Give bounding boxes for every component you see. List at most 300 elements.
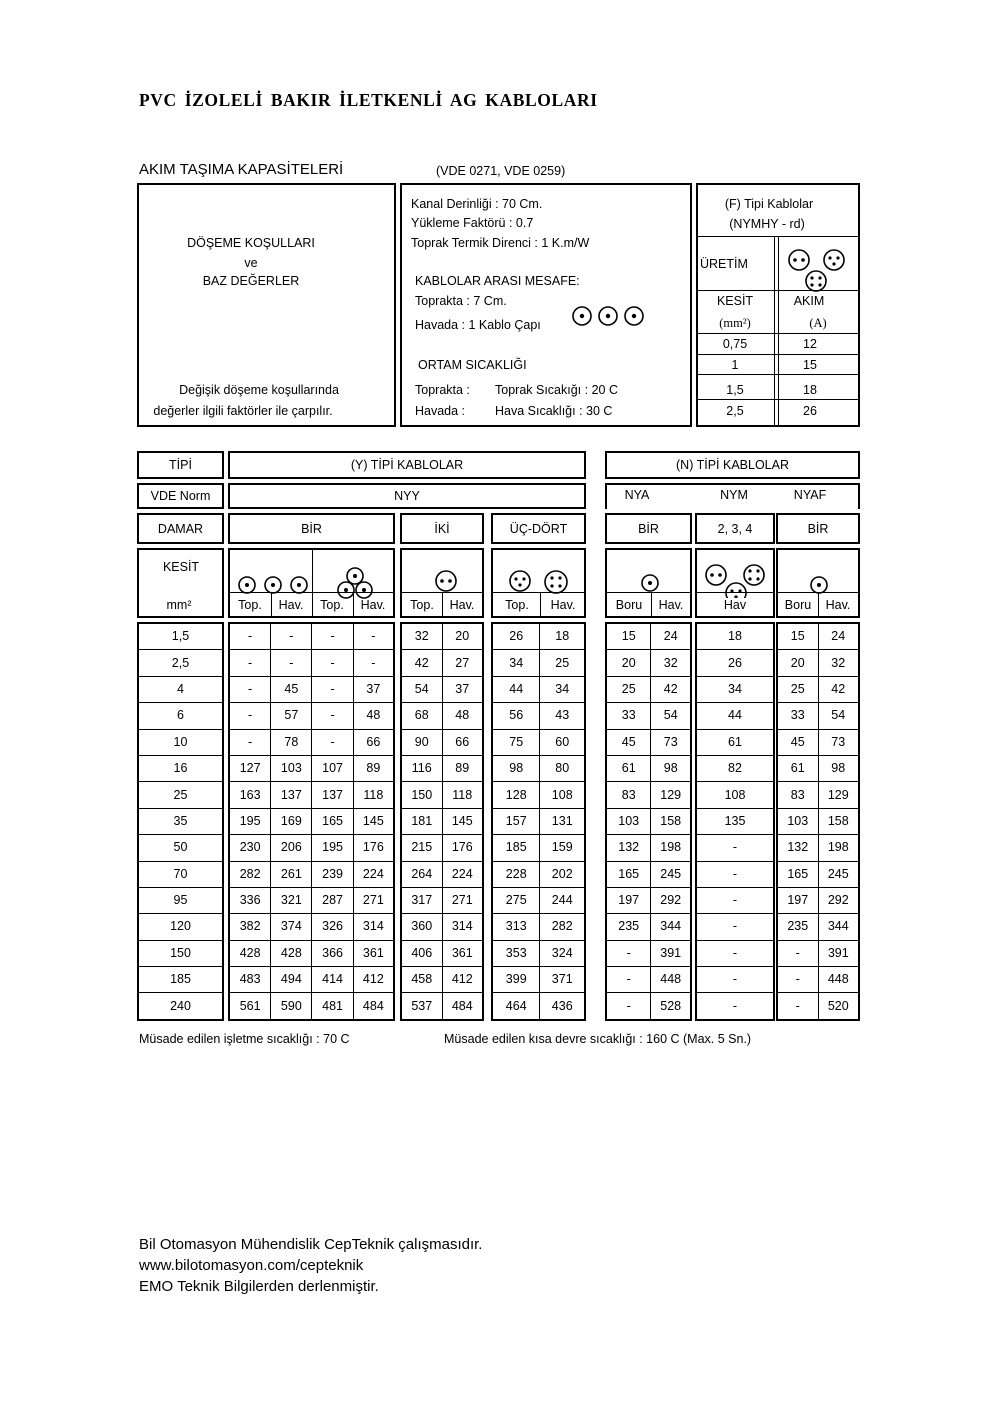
- type-label: TİPİ: [137, 451, 224, 479]
- table-cell: 54: [818, 703, 858, 729]
- short-circuit-note: Müsade edilen kısa devre sıcaklığı : 160 C (Max. 5 Sn.): [444, 1032, 752, 1046]
- table-cell: -: [353, 650, 393, 676]
- footer-credit: Bil Otomasyon Mühendislik CepTeknik çalışmasıdır.: [139, 1236, 483, 1253]
- table-cell: 448: [651, 967, 690, 993]
- table-cell: 224: [353, 861, 393, 887]
- table-cell: 314: [442, 914, 482, 940]
- table-cell: 483: [230, 967, 271, 993]
- table-row: [778, 729, 858, 755]
- table-cell: 103: [778, 808, 818, 834]
- table-row: [697, 703, 773, 729]
- table-cell: -: [230, 676, 271, 702]
- table-row: [139, 993, 222, 1019]
- table-cell: 458: [402, 967, 442, 993]
- table-row: [697, 914, 773, 940]
- table-cell: 32: [818, 650, 858, 676]
- table-cell: 20: [607, 650, 651, 676]
- table-cell: 34: [540, 676, 584, 702]
- table-row: [607, 861, 690, 887]
- table-cell: 34: [697, 676, 773, 702]
- table-cell: 176: [442, 835, 482, 861]
- table-row: [402, 887, 482, 913]
- table-row: [493, 808, 584, 834]
- table-cell: 366: [312, 940, 353, 966]
- y-type-title: (Y) TİPİ KABLOLAR: [228, 451, 586, 479]
- table-cell: 132: [778, 835, 818, 861]
- y-two-core: İKİ: [400, 513, 484, 544]
- table-cell: 282: [230, 861, 271, 887]
- table-cell: -: [353, 624, 393, 650]
- table-row: [493, 887, 584, 913]
- table-cell: 197: [607, 887, 651, 913]
- table-cell: 374: [271, 914, 312, 940]
- table-cell: 448: [818, 967, 858, 993]
- table-cell: 481: [312, 993, 353, 1019]
- table-row: [493, 782, 584, 808]
- table-cell: 16: [139, 755, 222, 781]
- table-row: [139, 887, 222, 913]
- table-cell: 20: [442, 624, 482, 650]
- table-cell: -: [230, 624, 271, 650]
- table-cell: 464: [505, 998, 527, 1013]
- table-cell: 202: [540, 861, 584, 887]
- table-cell: 116: [402, 755, 442, 781]
- table-row: [778, 676, 858, 702]
- table-cell: 98: [493, 755, 540, 781]
- col-hav: Hav.: [278, 598, 304, 612]
- table-cell: 198: [651, 835, 690, 861]
- f-production: ÜRETİM: [700, 257, 748, 271]
- table-row: [697, 835, 773, 861]
- col-top: Top.: [320, 598, 344, 612]
- table-row: [493, 703, 584, 729]
- table-row: [607, 967, 690, 993]
- table-cell: 73: [651, 729, 690, 755]
- table-row: [607, 703, 690, 729]
- cable-three-core-icon: [798, 249, 858, 295]
- table-cell: 336: [230, 887, 271, 913]
- table-row: [697, 808, 773, 834]
- nya-label: NYA: [624, 488, 650, 502]
- col-top: Top.: [410, 598, 434, 612]
- table-cell: 70: [139, 861, 222, 887]
- table-cell: -: [697, 887, 773, 913]
- table-cell: 42: [402, 650, 442, 676]
- nya-single-core: BİR: [605, 513, 692, 544]
- spacing-soil: Toprakta : 7 Cm.: [415, 294, 507, 308]
- section-unit: mm²: [166, 598, 192, 612]
- table-cell: 158: [651, 808, 690, 834]
- core-label: DAMAR: [137, 513, 224, 544]
- table-cell: 198: [818, 835, 858, 861]
- table-cell: 261: [271, 861, 312, 887]
- table-cell: 34: [493, 650, 540, 676]
- cable-flat-icon: [235, 576, 311, 594]
- table-cell: 25: [139, 782, 222, 808]
- y-single-table: [230, 624, 393, 1019]
- conditions-base: BAZ DEĞERLER: [202, 274, 300, 288]
- table-row: [778, 755, 858, 781]
- table-row: [778, 993, 858, 1019]
- table-cell: 33: [778, 703, 818, 729]
- table-row: [607, 940, 690, 966]
- y-two-core-data: [400, 622, 484, 1021]
- table-row: [493, 914, 584, 940]
- table-cell: 118: [442, 782, 482, 808]
- table-cell: 245: [651, 861, 690, 887]
- table-cell: 78: [271, 729, 312, 755]
- table-row: [697, 861, 773, 887]
- table-cell: 50: [139, 835, 222, 861]
- table-cell: -: [697, 914, 773, 940]
- f-row-section: 0,75: [722, 337, 748, 351]
- f-type-box: [696, 183, 860, 427]
- table-cell: 27: [442, 650, 482, 676]
- table-row: [697, 940, 773, 966]
- cable-single-icon: [810, 576, 830, 596]
- table-cell: 484: [442, 993, 482, 1019]
- table-row: [778, 967, 858, 993]
- table-cell: 240: [170, 998, 191, 1013]
- table-cell: -: [607, 967, 651, 993]
- table-row: [402, 782, 482, 808]
- table-cell: 25: [540, 650, 584, 676]
- table-cell: 25: [778, 676, 818, 702]
- footer-source: EMO Teknik Bilgilerden derlenmiştir.: [139, 1278, 379, 1295]
- table-cell: 129: [651, 782, 690, 808]
- cable-three-core-icon: [509, 570, 533, 594]
- col-hav: Hav.: [550, 598, 576, 612]
- table-cell: 537: [411, 998, 433, 1013]
- table-row: [402, 993, 482, 1019]
- table-row: [230, 914, 393, 940]
- table-row: [402, 835, 482, 861]
- table-cell: 185: [493, 835, 540, 861]
- table-cell: 150: [139, 940, 222, 966]
- section-header: [137, 548, 224, 618]
- table-cell: 26: [697, 650, 773, 676]
- table-cell: 45: [271, 676, 312, 702]
- table-row: [139, 624, 222, 650]
- nyaf-data: [776, 622, 860, 1021]
- table-cell: -: [230, 729, 271, 755]
- table-row: [697, 676, 773, 702]
- table-cell: 44: [493, 676, 540, 702]
- col-top: Top.: [238, 598, 262, 612]
- table-cell: 228: [493, 861, 540, 887]
- table-cell: 137: [271, 782, 312, 808]
- table-cell: -: [778, 967, 818, 993]
- table-row: [230, 835, 393, 861]
- table-row: [230, 755, 393, 781]
- table-cell: 590: [271, 993, 312, 1019]
- table-cell: 215: [402, 835, 442, 861]
- table-cell: 61: [697, 729, 773, 755]
- conditions-heading: DÖŞEME KOŞULLARI: [187, 236, 315, 250]
- table-cell: 326: [312, 914, 353, 940]
- table-cell: 361: [353, 940, 393, 966]
- table-cell: 57: [271, 703, 312, 729]
- y-single-core: BİR: [228, 513, 395, 544]
- table-cell: 42: [651, 676, 690, 702]
- table-cell: 80: [540, 755, 584, 781]
- footer-link[interactable]: www.bilotomasyon.com/cepteknik: [139, 1257, 364, 1274]
- table-row: [778, 861, 858, 887]
- table-row: [493, 993, 584, 1019]
- table-row: [139, 755, 222, 781]
- table-cell: 271: [353, 887, 393, 913]
- table-row: [493, 755, 584, 781]
- table-cell: 137: [312, 782, 353, 808]
- table-cell: 230: [230, 835, 271, 861]
- table-cell: 54: [651, 703, 690, 729]
- vde-norm-label: VDE Norm: [137, 483, 224, 509]
- conditions-box: [137, 183, 396, 427]
- table-cell: -: [271, 650, 312, 676]
- table-cell: -: [778, 940, 818, 966]
- section-label: KESİT: [162, 560, 200, 574]
- table-row: [493, 861, 584, 887]
- table-cell: 66: [442, 729, 482, 755]
- y-two-core-table: [402, 624, 482, 1019]
- table-row: [607, 624, 690, 650]
- table-cell: 206: [271, 835, 312, 861]
- nyaf-header: [776, 548, 860, 618]
- table-row: [607, 887, 690, 913]
- air-label: Havada :: [415, 404, 466, 418]
- table-cell: 108: [697, 782, 773, 808]
- table-cell: 287: [312, 887, 353, 913]
- table-cell: 103: [271, 755, 312, 781]
- table-row: [402, 676, 482, 702]
- base-values-box: [400, 183, 692, 427]
- table-cell: 107: [312, 755, 353, 781]
- table-cell: -: [312, 729, 353, 755]
- table-cell: 197: [778, 887, 818, 913]
- table-cell: 344: [651, 914, 690, 940]
- y-multi-core-table: [493, 624, 584, 1019]
- table-row: [493, 729, 584, 755]
- load-factor: Yükleme Faktörü : 0.7: [411, 216, 534, 230]
- f-current-unit: (A): [809, 316, 827, 330]
- table-cell: 61: [778, 755, 818, 781]
- f-type-subtitle: (NYMHY - rd): [729, 217, 805, 231]
- table-cell: 15: [607, 624, 651, 650]
- table-cell: 89: [442, 755, 482, 781]
- channel-depth: Kanal Derinliği : 70 Cm.: [411, 197, 543, 211]
- cable-four-core-icon: [544, 570, 570, 596]
- soil-temp: Toprak Sıcakığı : 20 C: [495, 383, 618, 397]
- nya-data: [605, 622, 692, 1021]
- table-row: [778, 808, 858, 834]
- table-cell: 1,5: [139, 624, 222, 650]
- table-row: [230, 887, 393, 913]
- soil-label: Toprakta :: [415, 383, 470, 397]
- table-cell: -: [795, 998, 800, 1013]
- table-cell: 436: [540, 993, 584, 1019]
- table-cell: 68: [402, 703, 442, 729]
- table-cell: 128: [493, 782, 540, 808]
- col-top: Top.: [505, 598, 529, 612]
- table-row: [230, 940, 393, 966]
- f-row-section: 2,5: [726, 404, 744, 418]
- page-title: PVC İZOLELİ BAKIR İLETKENLİ AG KABLOLARI: [139, 90, 598, 110]
- table-cell: 26: [493, 624, 540, 650]
- section-subtitle: AKIM TAŞIMA KAPASİTELERİ: [139, 161, 344, 178]
- nyy-label: NYY: [228, 483, 586, 509]
- nyaf-single-core: BİR: [776, 513, 860, 544]
- y-single-data: [228, 622, 395, 1021]
- table-row: [402, 755, 482, 781]
- table-row: [697, 729, 773, 755]
- table-cell: 391: [818, 940, 858, 966]
- table-cell: 35: [139, 808, 222, 834]
- cable-single-icon: [641, 574, 661, 594]
- table-row: [230, 676, 393, 702]
- table-cell: 239: [312, 861, 353, 887]
- table-cell: 145: [353, 808, 393, 834]
- table-cell: 195: [312, 835, 353, 861]
- table-row: [697, 993, 773, 1019]
- table-cell: 235: [778, 914, 818, 940]
- table-cell: -: [607, 940, 651, 966]
- cable-two-core-icon: [435, 570, 459, 594]
- table-cell: 157: [493, 808, 540, 834]
- table-cell: 292: [818, 887, 858, 913]
- nym-header: [695, 548, 775, 618]
- table-cell: 353: [493, 940, 540, 966]
- table-cell: 33: [607, 703, 651, 729]
- table-cell: 98: [651, 755, 690, 781]
- table-cell: 37: [353, 676, 393, 702]
- table-cell: 292: [651, 887, 690, 913]
- table-cell: 371: [540, 967, 584, 993]
- table-row: [139, 650, 222, 676]
- table-row: [139, 835, 222, 861]
- table-row: [402, 650, 482, 676]
- table-cell: 44: [697, 703, 773, 729]
- table-cell: 82: [697, 755, 773, 781]
- table-cell: 6: [139, 703, 222, 729]
- table-row: [778, 887, 858, 913]
- table-cell: 428: [230, 940, 271, 966]
- table-cell: 382: [230, 914, 271, 940]
- table-cell: 159: [540, 835, 584, 861]
- spacing-air: Havada : 1 Kablo Çapı: [415, 318, 541, 332]
- table-cell: 2,5: [139, 650, 222, 676]
- table-cell: 428: [271, 940, 312, 966]
- table-cell: 169: [271, 808, 312, 834]
- air-temp: Hava Sıcaklığı : 30 C: [495, 404, 613, 418]
- table-cell: 344: [818, 914, 858, 940]
- table-cell: 181: [402, 808, 442, 834]
- table-cell: 131: [540, 808, 584, 834]
- table-row: [607, 755, 690, 781]
- table-cell: 48: [442, 703, 482, 729]
- table-cell: 61: [607, 755, 651, 781]
- table-cell: -: [312, 624, 353, 650]
- table-row: [402, 967, 482, 993]
- table-row: [402, 624, 482, 650]
- table-row: [607, 808, 690, 834]
- table-cell: 561: [239, 998, 261, 1013]
- table-row: [139, 676, 222, 702]
- y-multi-core-header: [491, 548, 586, 618]
- n-type-title: (N) TİPİ KABLOLAR: [605, 451, 860, 479]
- table-row: [139, 703, 222, 729]
- table-cell: 18: [540, 624, 584, 650]
- table-cell: 391: [651, 940, 690, 966]
- table-cell: -: [732, 998, 738, 1013]
- table-cell: 56: [493, 703, 540, 729]
- table-cell: -: [312, 650, 353, 676]
- table-row: [139, 729, 222, 755]
- table-row: [402, 940, 482, 966]
- table-cell: 89: [353, 755, 393, 781]
- table-row: [230, 650, 393, 676]
- table-cell: 54: [402, 676, 442, 702]
- table-row: [778, 703, 858, 729]
- conditions-note-2: değerler ilgili faktörler ile çarpılır.: [153, 404, 333, 418]
- table-row: [493, 940, 584, 966]
- table-row: [697, 650, 773, 676]
- nym-data: [695, 622, 775, 1021]
- table-cell: 83: [607, 782, 651, 808]
- table-row: [778, 782, 858, 808]
- table-cell: 37: [442, 676, 482, 702]
- table-row: [607, 729, 690, 755]
- col-hav: Hav.: [825, 598, 851, 612]
- table-cell: -: [271, 624, 312, 650]
- table-cell: 165: [312, 808, 353, 834]
- operating-temp-note: Müsade edilen işletme sıcaklığı : 70 C: [139, 1032, 350, 1046]
- table-row: [230, 808, 393, 834]
- table-row: [230, 703, 393, 729]
- col-hav: Hav.: [360, 598, 386, 612]
- nya-table: [607, 624, 690, 1019]
- table-row: [607, 835, 690, 861]
- table-row: [402, 914, 482, 940]
- table-row: [230, 861, 393, 887]
- table-cell: 314: [353, 914, 393, 940]
- table-cell: 282: [540, 914, 584, 940]
- table-cell: 45: [778, 729, 818, 755]
- table-cell: -: [230, 650, 271, 676]
- nym-table: [697, 624, 773, 1019]
- table-cell: 176: [353, 835, 393, 861]
- f-row-current: 15: [803, 358, 817, 372]
- table-cell: 48: [353, 703, 393, 729]
- table-cell: 150: [402, 782, 442, 808]
- table-cell: 45: [607, 729, 651, 755]
- table-cell: 66: [353, 729, 393, 755]
- f-row-current: 12: [803, 337, 817, 351]
- table-row: [230, 729, 393, 755]
- table-cell: 271: [442, 887, 482, 913]
- table-row: [493, 624, 584, 650]
- f-row-current: 18: [803, 383, 817, 397]
- table-cell: 20: [778, 650, 818, 676]
- col-hav: Hav.: [658, 598, 684, 612]
- table-cell: -: [697, 835, 773, 861]
- table-cell: 129: [818, 782, 858, 808]
- table-cell: 163: [230, 782, 271, 808]
- cable-flat-icon: [570, 305, 646, 327]
- f-section-label: KESİT: [716, 294, 754, 308]
- table-cell: 360: [402, 914, 442, 940]
- table-cell: 244: [540, 887, 584, 913]
- table-cell: 25: [607, 676, 651, 702]
